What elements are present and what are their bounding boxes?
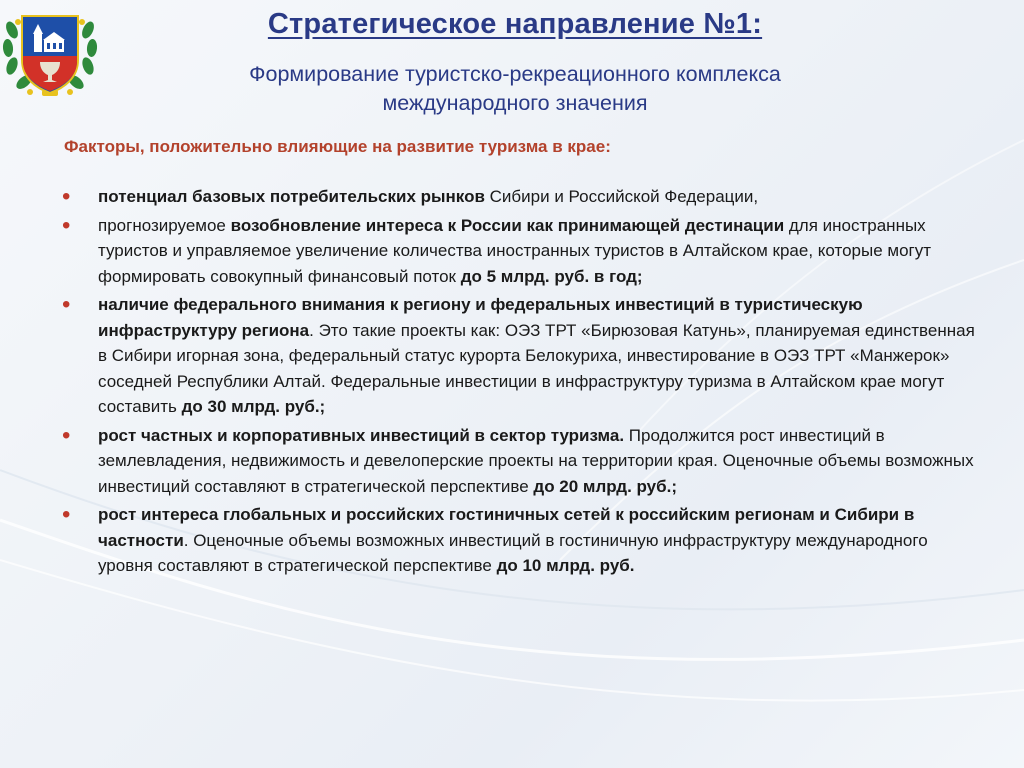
bold-text: до 5 млрд. руб. в год; [460,266,643,286]
regular-text: Продолжится рост инвестиций в землевладения, недвижимость и девелоперские проекты на территории края. Оценочные объемы возможных инвестиций составляют в стратегической перспективе [98,425,974,496]
factors-list [62,184,982,579]
regular-text: для иностранных туристов и управляемое увеличение количества иностранных туристов в Алтайском крае, которые могут формировать совокупный финансовый поток [98,215,932,286]
bullet-icon: • [62,211,71,239]
bold-text: возобновление интереса к России как принимающей дестинации [230,215,785,235]
bullet-icon: • [62,291,71,318]
list-item [62,213,982,290]
list-item [62,184,982,210]
regular-text: прогнозируемое [98,215,231,235]
list-item [62,502,982,579]
bold-text: до 30 млрд. руб.; [181,397,326,416]
slide-title: Стратегическое направление №1: [267,8,763,40]
bold-text: рост частных и корпоративных инвестиций в сектор туризма. [98,425,625,445]
bullet-icon: • [62,501,71,528]
regular-text: Сибири и Российской Федерации, [484,187,759,206]
regular-text: . Оценочные объемы возможных инвестиций в гостиничную инфраструктуру международного уровня составляют в стратегической перспективе [98,530,928,575]
bold-text: наличие федерального внимания к региону и федеральных инвестиций в туристическую инфраструктуру региона [98,295,863,340]
list-item [62,423,982,500]
slide-subtitle [120,60,910,118]
bold-text: до 10 млрд. руб. [496,556,635,575]
regular-text: . Это такие проекты как: ОЭЗ ТРТ «Бирюзовая Катунь», планируемая единственная в Сибири игорная зона, федеральный статус курорта Белокуриха, инвестирование в ОЭЗ ТРТ «Манжерок» соседней Республики Алтай. Федеральные инвестиции в инфраструктуру туризма в Алтайском крае могут составить [98,320,975,416]
bold-text: до 20 млрд. руб.; [533,476,678,496]
list-item [62,292,982,420]
subtitle-line: международного значения [382,91,648,115]
subtitle-line: Формирование туристско-рекреационного комплекса [249,62,781,86]
bold-text: рост интереса глобальных и российских гостиничных сетей к российским регионам и Сибири в частности [98,505,915,550]
bullet-icon: • [62,183,71,210]
factors-heading: Факторы, положительно влияющие на развитие туризма в крае: [64,137,611,156]
bold-text: потенциал базовых потребительских рынков [98,187,485,206]
altai-krai-coat-of-arms-icon [0,0,100,100]
bullet-icon: • [62,421,71,449]
